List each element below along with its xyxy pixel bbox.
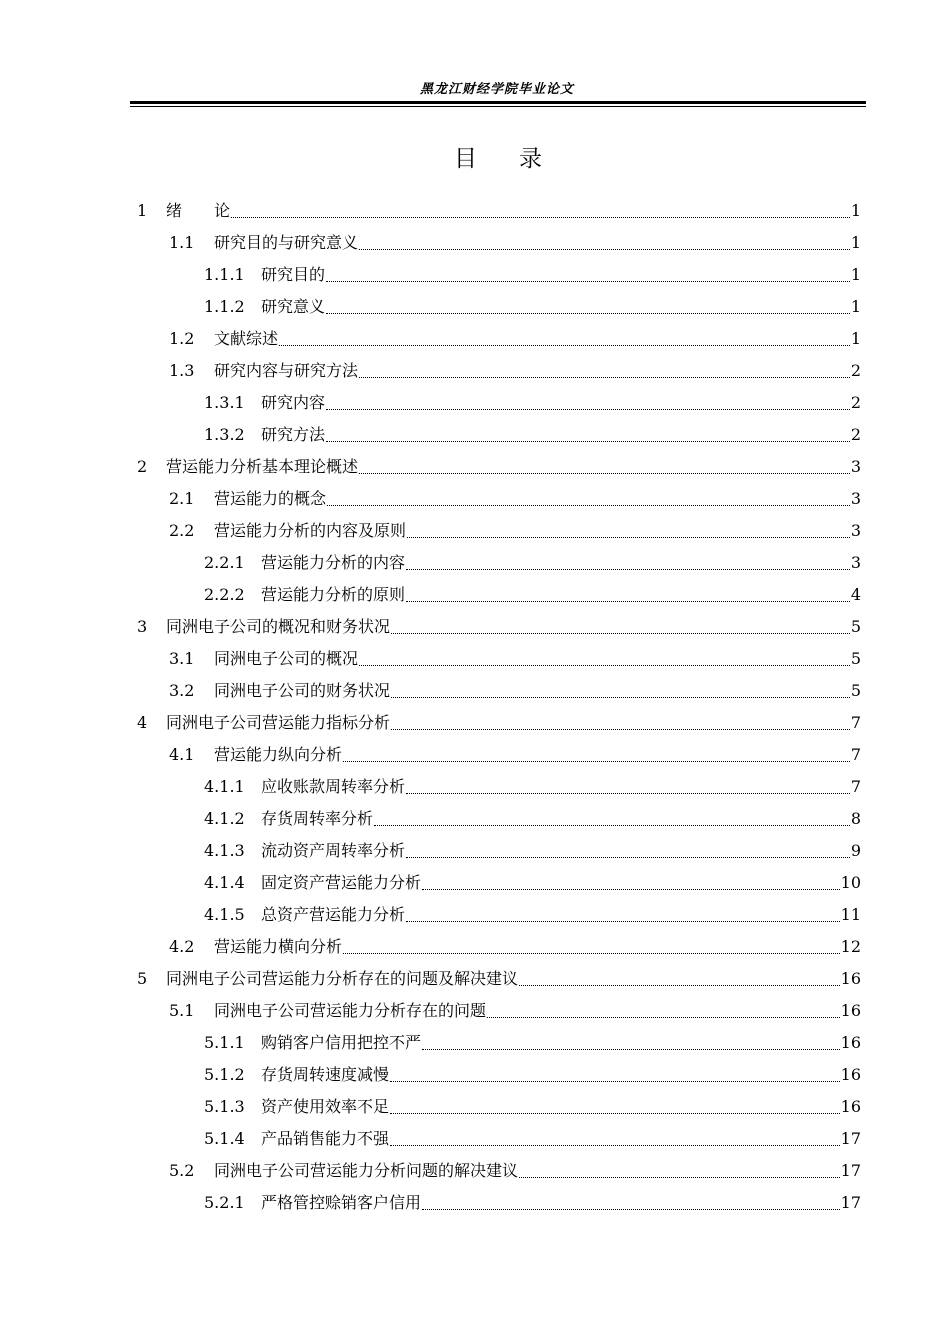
toc-dot-leader bbox=[391, 697, 850, 698]
toc-dot-leader bbox=[422, 1049, 840, 1050]
toc-dot-leader bbox=[279, 345, 850, 346]
toc-entry-title: 同洲电子公司营运能力指标分析 bbox=[166, 713, 391, 732]
toc-entry-number: 2.2.1 bbox=[204, 553, 245, 572]
toc-entry-page-number: 16 bbox=[840, 1065, 861, 1084]
toc-entry-page-number: 8 bbox=[850, 809, 861, 828]
toc-dot-leader bbox=[407, 537, 850, 538]
toc-entry-page-number: 2 bbox=[850, 393, 861, 412]
toc-dot-leader bbox=[422, 889, 840, 890]
toc-entry-title: 营运能力分析的内容及原则 bbox=[214, 521, 407, 540]
toc-entry-page-number: 3 bbox=[850, 457, 861, 476]
toc-entry-title: 购销客户信用把控不严 bbox=[261, 1033, 422, 1052]
toc-dot-leader bbox=[326, 409, 850, 410]
toc-entry[interactable] bbox=[204, 867, 861, 899]
toc-dot-leader bbox=[406, 569, 850, 570]
toc-entry[interactable] bbox=[169, 675, 861, 707]
toc-dot-leader bbox=[326, 313, 850, 314]
toc-entry-page-number: 10 bbox=[840, 873, 861, 892]
toc-entry-number: 3.1 bbox=[169, 649, 195, 668]
toc-entry[interactable] bbox=[169, 323, 861, 355]
toc-entry-number: 1 bbox=[137, 201, 148, 220]
toc-entry-title: 同洲电子公司营运能力分析存在的问题 bbox=[214, 1001, 487, 1020]
toc-entry[interactable] bbox=[204, 1027, 861, 1059]
toc-entry-number: 5.1.2 bbox=[204, 1065, 245, 1084]
toc-entry-title: 营运能力分析基本理论概述 bbox=[166, 457, 359, 476]
toc-dot-leader bbox=[390, 1145, 840, 1146]
toc-entry[interactable] bbox=[169, 643, 861, 675]
toc-entry-title: 营运能力横向分析 bbox=[214, 937, 343, 956]
toc-entry-number: 5.1.4 bbox=[204, 1129, 245, 1148]
toc-dot-leader bbox=[390, 1081, 840, 1082]
toc-dot-leader bbox=[391, 633, 850, 634]
toc-dot-leader bbox=[406, 857, 850, 858]
toc-entry[interactable] bbox=[204, 419, 861, 451]
toc-entry[interactable] bbox=[137, 707, 861, 739]
toc-entry-page-number: 2 bbox=[850, 361, 861, 380]
toc-entry-page-number: 7 bbox=[850, 713, 861, 732]
toc-entry-number: 5.2.1 bbox=[204, 1193, 245, 1212]
toc-entry[interactable] bbox=[204, 771, 861, 803]
toc-entry[interactable] bbox=[169, 931, 861, 963]
toc-entry-number: 1.3 bbox=[169, 361, 195, 380]
toc-entry-number: 4.1.3 bbox=[204, 841, 245, 860]
toc-entry-number: 5 bbox=[137, 969, 148, 988]
toc-entry-number: 4.1.5 bbox=[204, 905, 245, 924]
toc-entry-title: 同洲电子公司营运能力分析存在的问题及解决建议 bbox=[166, 969, 519, 988]
toc-entry-title: 同洲电子公司营运能力分析问题的解决建议 bbox=[214, 1161, 519, 1180]
toc-dot-leader bbox=[422, 1209, 840, 1210]
toc-entry-page-number: 4 bbox=[850, 585, 861, 604]
toc-entry-title: 营运能力纵向分析 bbox=[214, 745, 343, 764]
toc-dot-leader bbox=[326, 441, 850, 442]
toc-entry-page-number: 3 bbox=[850, 489, 861, 508]
toc-entry-title: 资产使用效率不足 bbox=[261, 1097, 390, 1116]
toc-dot-leader bbox=[359, 249, 850, 250]
toc-entry-number: 1.2 bbox=[169, 329, 195, 348]
toc-entry[interactable] bbox=[169, 1155, 861, 1187]
toc-entry[interactable] bbox=[169, 739, 861, 771]
toc-entry[interactable] bbox=[204, 899, 861, 931]
toc-dot-leader bbox=[343, 953, 840, 954]
toc-entry-number: 4.1.2 bbox=[204, 809, 245, 828]
toc-entry-page-number: 3 bbox=[850, 521, 861, 540]
toc-entry-number: 3 bbox=[137, 617, 148, 636]
toc-entry[interactable] bbox=[204, 803, 861, 835]
toc-entry-number: 5.1.3 bbox=[204, 1097, 245, 1116]
toc-dot-leader bbox=[359, 473, 850, 474]
toc-entry-number: 2.2 bbox=[169, 521, 195, 540]
toc-dot-leader bbox=[359, 665, 850, 666]
toc-entry-title: 存货周转速度减慢 bbox=[261, 1065, 390, 1084]
toc-entry-page-number: 1 bbox=[850, 201, 861, 220]
toc-entry[interactable] bbox=[204, 259, 861, 291]
toc-entry-title: 营运能力的概念 bbox=[214, 489, 327, 508]
toc-entry-number: 1.3.1 bbox=[204, 393, 245, 412]
toc-entry-page-number: 5 bbox=[850, 681, 861, 700]
toc-entry-page-number: 17 bbox=[840, 1129, 861, 1148]
toc-entry[interactable] bbox=[137, 451, 861, 483]
toc-entry[interactable] bbox=[204, 1059, 861, 1091]
toc-entry[interactable] bbox=[137, 963, 861, 995]
toc-entry-page-number: 12 bbox=[840, 937, 861, 956]
toc-entry-title: 同洲电子公司的概况和财务状况 bbox=[166, 617, 391, 636]
toc-heading: 目录 bbox=[454, 146, 584, 172]
toc-dot-leader bbox=[231, 217, 850, 218]
toc-dot-leader bbox=[374, 825, 850, 826]
toc-entry-page-number: 1 bbox=[850, 265, 861, 284]
toc-entry-number: 4 bbox=[137, 713, 148, 732]
toc-dot-leader bbox=[390, 1113, 840, 1114]
toc-entry-title: 流动资产周转率分析 bbox=[261, 841, 406, 860]
toc-entry-page-number: 11 bbox=[840, 905, 861, 924]
toc-entry-page-number: 9 bbox=[850, 841, 861, 860]
toc-entry[interactable] bbox=[169, 995, 861, 1027]
toc-entry-title: 研究意义 bbox=[261, 297, 326, 316]
toc-entry-page-number: 1 bbox=[850, 297, 861, 316]
toc-entry-title: 研究内容与研究方法 bbox=[214, 361, 359, 380]
toc-entry-page-number: 7 bbox=[850, 745, 861, 764]
toc-entry-number: 3.2 bbox=[169, 681, 195, 700]
toc-entry[interactable] bbox=[204, 1187, 861, 1219]
toc-dot-leader bbox=[519, 1177, 840, 1178]
toc-entry-page-number: 17 bbox=[840, 1193, 861, 1212]
toc-dot-leader bbox=[326, 281, 850, 282]
toc-entry-number: 1.1 bbox=[169, 233, 195, 252]
toc-entry-title: 营运能力分析的内容 bbox=[261, 553, 406, 572]
toc-entry-page-number: 16 bbox=[840, 1097, 861, 1116]
toc-entry[interactable] bbox=[137, 611, 861, 643]
header-rule-thick bbox=[130, 101, 866, 104]
toc-entry[interactable] bbox=[169, 355, 861, 387]
toc-entry[interactable] bbox=[169, 227, 861, 259]
toc-entry-number: 4.1.1 bbox=[204, 777, 245, 796]
toc-entry-number: 1.1.2 bbox=[204, 297, 245, 316]
toc-entry-page-number: 7 bbox=[850, 777, 861, 796]
toc-dot-leader bbox=[327, 505, 850, 506]
toc-entry-title: 营运能力分析的原则 bbox=[261, 585, 406, 604]
toc-entry-title: 绪 论 bbox=[166, 201, 231, 220]
toc-entry[interactable] bbox=[204, 835, 861, 867]
toc-entry[interactable] bbox=[204, 547, 861, 579]
toc-entry-title: 研究目的与研究意义 bbox=[214, 233, 359, 252]
toc-dot-leader bbox=[406, 601, 850, 602]
toc-entry-title: 产品销售能力不强 bbox=[261, 1129, 390, 1148]
toc-entry-number: 2.2.2 bbox=[204, 585, 245, 604]
toc-entry-number: 5.1.1 bbox=[204, 1033, 245, 1052]
toc-entry-title: 同洲电子公司的财务状况 bbox=[214, 681, 391, 700]
toc-entry-page-number: 1 bbox=[850, 233, 861, 252]
toc-entry-page-number: 16 bbox=[840, 1033, 861, 1052]
toc-entry-page-number: 3 bbox=[850, 553, 861, 572]
toc-entry-page-number: 17 bbox=[840, 1161, 861, 1180]
toc-entry-title: 严格管控赊销客户信用 bbox=[261, 1193, 422, 1212]
toc-entry-number: 4.1.4 bbox=[204, 873, 245, 892]
toc-entry-page-number: 5 bbox=[850, 617, 861, 636]
header-title: 黑龙江财经学院毕业论文 bbox=[419, 82, 574, 97]
toc-entry-number: 4.1 bbox=[169, 745, 195, 764]
toc-entry-page-number: 1 bbox=[850, 329, 861, 348]
toc-entry-number: 5.2 bbox=[169, 1161, 195, 1180]
toc-dot-leader bbox=[487, 1017, 840, 1018]
toc-entry[interactable] bbox=[204, 387, 861, 419]
toc-entry-title: 存货周转率分析 bbox=[261, 809, 374, 828]
toc-entry-title: 总资产营运能力分析 bbox=[261, 905, 406, 924]
toc-entry-number: 4.2 bbox=[169, 937, 195, 956]
toc-entry-title: 研究目的 bbox=[261, 265, 326, 284]
toc-dot-leader bbox=[406, 793, 850, 794]
toc-entry-page-number: 16 bbox=[840, 1001, 861, 1020]
toc-entry-number: 1.1.1 bbox=[204, 265, 245, 284]
toc-entry-title: 研究内容 bbox=[261, 393, 326, 412]
toc-dot-leader bbox=[343, 761, 850, 762]
toc-entry[interactable] bbox=[204, 1091, 861, 1123]
toc-dot-leader bbox=[406, 921, 840, 922]
toc-entry-page-number: 5 bbox=[850, 649, 861, 668]
toc-entry-title: 应收账款周转率分析 bbox=[261, 777, 406, 796]
toc-entry[interactable] bbox=[137, 195, 861, 227]
toc-dot-leader bbox=[359, 377, 850, 378]
toc-entry[interactable] bbox=[204, 291, 861, 323]
toc-entry-title: 研究方法 bbox=[261, 425, 326, 444]
toc-entry-page-number: 2 bbox=[850, 425, 861, 444]
toc-entry[interactable] bbox=[204, 579, 861, 611]
toc-entry-title: 同洲电子公司的概况 bbox=[214, 649, 359, 668]
header-rule-thin bbox=[130, 106, 866, 107]
toc-dot-leader bbox=[391, 729, 850, 730]
toc-entry-number: 2 bbox=[137, 457, 148, 476]
toc-entry[interactable] bbox=[204, 1123, 861, 1155]
toc-entry[interactable] bbox=[169, 515, 861, 547]
toc-entry-title: 固定资产营运能力分析 bbox=[261, 873, 422, 892]
toc-entry-number: 5.1 bbox=[169, 1001, 195, 1020]
toc-dot-leader bbox=[519, 985, 840, 986]
toc-entry-number: 1.3.2 bbox=[204, 425, 245, 444]
toc-entry-title: 文献综述 bbox=[214, 329, 279, 348]
toc-entry-page-number: 16 bbox=[840, 969, 861, 988]
toc-entry-number: 2.1 bbox=[169, 489, 195, 508]
toc-entry[interactable] bbox=[169, 483, 861, 515]
